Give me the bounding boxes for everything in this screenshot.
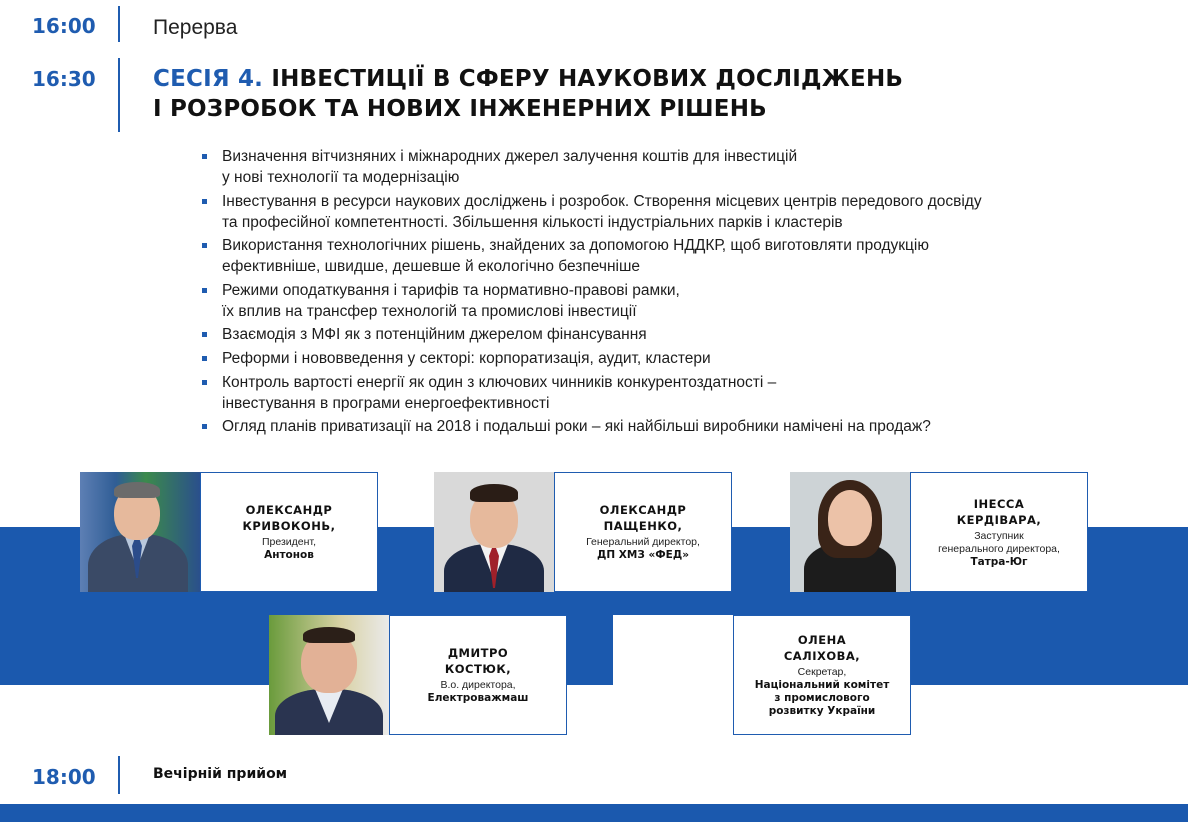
timeline-divider xyxy=(118,58,120,132)
timeline-divider xyxy=(118,756,120,794)
speaker-card-pashchenko xyxy=(434,472,732,592)
speaker-info: ОЛЕНА САЛІХОВА, Секретар, Національний комітет з промислового розвитку України xyxy=(733,615,911,735)
break-time: 16:00 xyxy=(32,14,96,38)
list-item: Використання технологічних рішень, знайдених за допомогою НДДКР, щоб виготовляти продукцію ефективніше, швидше, дешевше й екологічно безпечніше xyxy=(202,235,1162,277)
speaker-info: ІНЕССА КЕРДІВАРА, Заступник генерального директора, Татра-Юг xyxy=(910,472,1088,592)
session-title xyxy=(153,64,1053,124)
speaker-info: ОЛЕКСАНДР КРИВОКОНЬ, Президент, Антонов xyxy=(200,472,378,592)
speaker-photo xyxy=(269,615,389,735)
speaker-info: ОЛЕКСАНДР ПАЩЕНКО, Генеральний директор, ДП ХМЗ «ФЕД» xyxy=(554,472,732,592)
list-item: Взаємодія з МФІ як з потенційним джерелом фінансування xyxy=(202,324,1162,345)
speaker-photo xyxy=(434,472,554,592)
list-item: Інвестування в ресурси наукових досліджень і розробок. Створення місцевих центрів передового досвіду та професійної компетентності. Збільшення кількості індустріальних парків і кластерів xyxy=(202,191,1162,233)
speaker-photo xyxy=(790,472,910,592)
session-time: 16:30 xyxy=(32,67,96,91)
footer-band xyxy=(0,804,1188,822)
session-title-line1: СЕСІЯ 4. ІНВЕСТИЦІЇ В СФЕРУ НАУКОВИХ ДОСЛІДЖЕНЬ xyxy=(153,66,904,92)
break-label: Перерва xyxy=(153,16,238,39)
evening-time: 18:00 xyxy=(32,765,96,789)
speaker-info: ДМИТРО КОСТЮК, В.о. директора, Електроважмаш xyxy=(389,615,567,735)
speaker-card-kostiuk xyxy=(269,615,567,735)
list-item: Огляд планів приватизації на 2018 і подальші роки – які найбільші виробники намічені на продаж? xyxy=(202,416,1162,437)
session-title-line2: І РОЗРОБОК ТА НОВИХ ІНЖЕНЕРНИХ РІШЕНЬ xyxy=(153,96,767,122)
evening-label: Вечірній прийом xyxy=(153,766,288,782)
timeline-divider xyxy=(118,6,120,42)
list-item: Контроль вартості енергії як один з ключових чинників конкурентоздатності – інвестування в програми енергоефективності xyxy=(202,372,1162,414)
list-item: Реформи і нововведення у секторі: корпоратизація, аудит, кластери xyxy=(202,348,1162,369)
topic-list xyxy=(202,146,1162,440)
speaker-photo-placeholder xyxy=(613,615,733,735)
speaker-card-kerdivara xyxy=(790,472,1088,592)
speaker-card-kryvokon xyxy=(80,472,378,592)
session-number: СЕСІЯ 4. xyxy=(153,66,264,92)
speaker-photo xyxy=(80,472,200,592)
speaker-card-salikhova xyxy=(613,615,911,735)
list-item: Режими оподаткування і тарифів та нормативно-правові рамки, їх вплив на трансфер технологій та промислові інвестиції xyxy=(202,280,1162,322)
list-item: Визначення вітчизняних і міжнародних джерел залучення коштів для інвестицій у нові технології та модернізацію xyxy=(202,146,1162,188)
